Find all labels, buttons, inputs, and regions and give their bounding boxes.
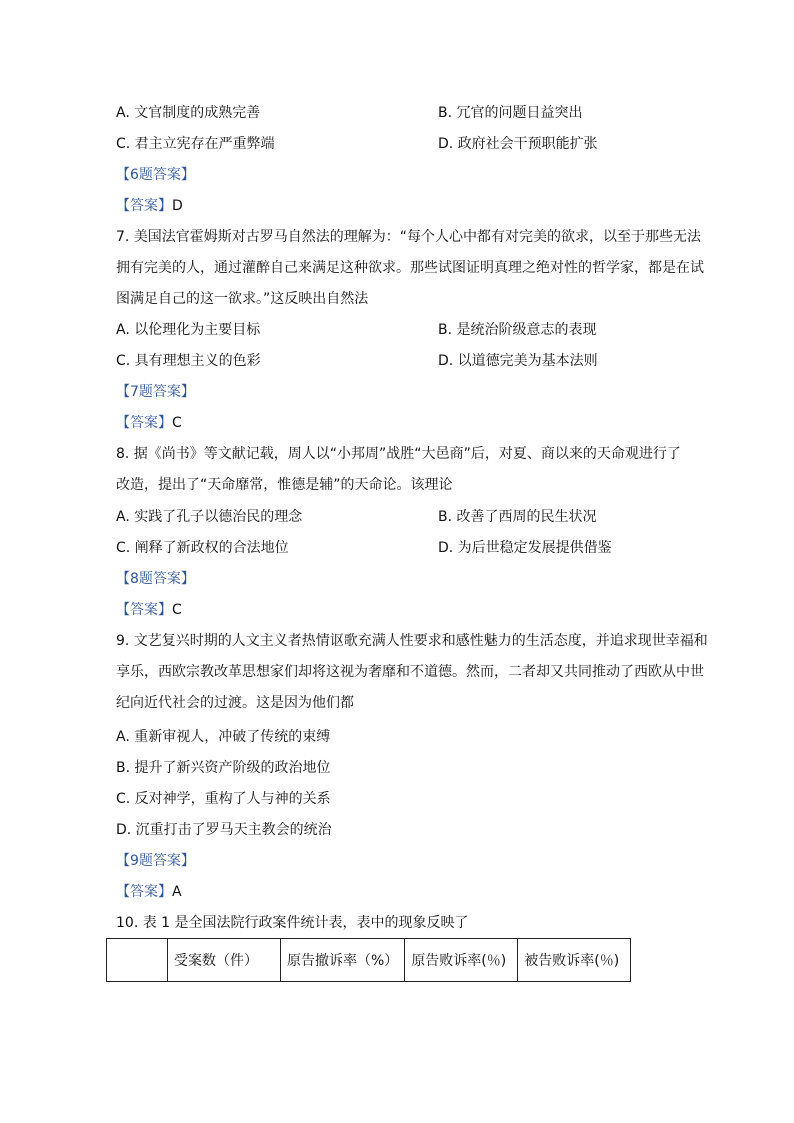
q6-answer-value: D (172, 198, 183, 214)
q9-option-d: D. 沉重打击了罗马天主教会的统治 (116, 822, 332, 838)
q8-answer-heading: 【8题答案】 (116, 571, 195, 587)
q7-option-b: B. 是统治阶级意志的表现 (438, 322, 597, 338)
q7-stem-line-2: 拥有完美的人，通过灌醉自己来满足这种欲求。那些试图证明真理之绝对性的哲学家，都是在试 (116, 260, 704, 276)
q6-options-row-1 (116, 103, 716, 123)
q7-option-d: D. 以道德完美为基本法则 (438, 353, 598, 369)
q7-answer-heading: 【7题答案】 (116, 384, 195, 400)
q8-options-row-2 (116, 538, 716, 558)
q6-options-row-2 (116, 134, 716, 154)
q6-option-d: D. 政府社会干预职能扩张 (438, 136, 598, 152)
q8-option-b: B. 改善了西周的民生状况 (438, 509, 597, 525)
q9-stem-line-1: 9. 文艺复兴时期的人文主义者热情讴歌充满人性要求和感性魅力的生活态度，并追求现世幸福和 (116, 633, 708, 649)
q6-answer-tag: 【答案】 (116, 198, 172, 214)
table-header-cell: 受案数（件） (168, 939, 281, 982)
table-header-cell: 原告败诉率(％) (405, 939, 518, 982)
q6-option-a: A. 文官制度的成熟完善 (116, 105, 261, 121)
q7-stem-line-1: 7. 美国法官霍姆斯对古罗马自然法的理解为：“每个人心中都有对完美的欲求，以至于那些无法 (116, 229, 702, 245)
table-header-row (107, 939, 631, 982)
q9-answer (116, 882, 716, 902)
q9-stem-line-2: 享乐，西欧宗教改革思想家们却将这视为奢靡和不道德。然而，二者却又共同推动了西欧从中世 (116, 664, 704, 680)
q7-option-a: A. 以伦理化为主要目标 (116, 322, 261, 338)
q8-answer (116, 600, 716, 620)
q8-option-a: A. 实践了孔子以德治民的理念 (116, 509, 303, 525)
q8-answer-tag: 【答案】 (116, 602, 172, 618)
q7-option-c: C. 具有理想主义的色彩 (116, 353, 261, 369)
q8-option-c: C. 阐释了新政权的合法地位 (116, 540, 289, 556)
q7-answer-value: C (172, 415, 182, 431)
q6-answer-heading: 【6题答案】 (116, 167, 195, 183)
q9-option-a: A. 重新审视人，冲破了传统的束缚 (116, 729, 331, 745)
q8-stem-line-1: 8. 据《尚书》等文献记载，周人以“小邦周”战胜“大邑商”后，对夏、商以来的天命观进行了 (116, 446, 681, 462)
table-header-cell (107, 939, 168, 982)
q8-options-row-1 (116, 507, 716, 527)
q7-answer (116, 413, 716, 433)
q7-answer-tag: 【答案】 (116, 415, 172, 431)
q8-stem-line-2: 改造，提出了“天命靡常，惟德是辅”的天命论。该理论 (116, 477, 453, 493)
q9-answer-value: A (172, 884, 182, 900)
q9-option-b: B. 提升了新兴资产阶级的政治地位 (116, 760, 331, 776)
q9-option-c: C. 反对神学，重构了人与神的关系 (116, 791, 331, 807)
q8-answer-value: C (172, 602, 182, 618)
q9-answer-heading: 【9题答案】 (116, 853, 195, 869)
q6-option-c: C. 君主立宪存在严重弊端 (116, 136, 275, 152)
q9-stem-line-3: 纪向近代社会的过渡。这是因为他们都 (116, 695, 354, 711)
q7-options-row-1 (116, 320, 716, 340)
q7-stem-line-3: 图满足自己的这一欲求。”这反映出自然法 (116, 291, 369, 307)
q10-stem-line-1: 10. 表 1 是全国法院行政案件统计表，表中的现象反映了 (116, 915, 469, 931)
court-cases-table (106, 938, 631, 982)
table-header-cell: 原告撤诉率（%） (281, 939, 405, 982)
table-header-cell: 被告败诉率(％) (518, 939, 631, 982)
q6-option-b: B. 冗官的问题日益突出 (438, 105, 583, 121)
q8-option-d: D. 为后世稳定发展提供借鉴 (438, 540, 612, 556)
q6-answer (116, 196, 716, 216)
q7-options-row-2 (116, 351, 716, 371)
q9-answer-tag: 【答案】 (116, 884, 172, 900)
